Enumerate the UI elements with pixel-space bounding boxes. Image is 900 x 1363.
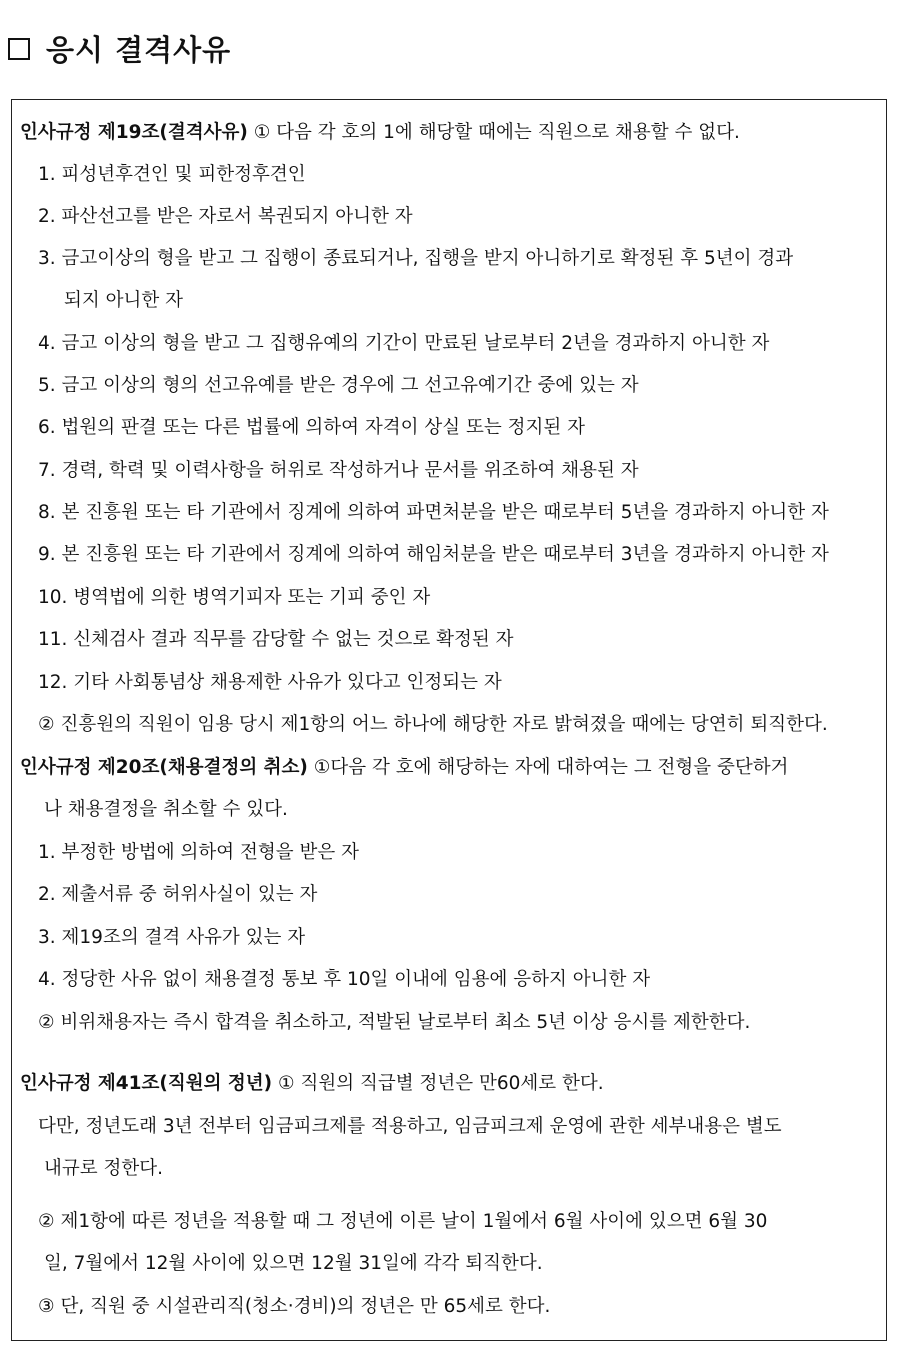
list-item: 2. 제출서류 중 허위사실이 있는 자: [38, 884, 318, 905]
list-item: 4. 정당한 사유 없이 채용결정 통보 후 10일 이내에 임용에 응하지 아니한 자: [38, 969, 651, 990]
list-item: 5. 금고 이상의 형의 선고유예를 받은 경우에 그 선고유예기간 중에 있는 자: [38, 375, 639, 396]
list-item-continuation: 되지 아니한 자: [64, 290, 183, 311]
art20-paragraph-2: ② 비위채용자는 즉시 합격을 취소하고, 적발된 날로부터 최소 5년 이상 응시를 제한한다.: [38, 1012, 751, 1033]
art41-paragraph-2: ② 제1항에 따른 정년을 적용할 때 그 정년에 이른 날이 1월에서 6월 사이에 있으면 6월 30: [38, 1211, 768, 1232]
art41-paragraph-2-continuation: 일, 7월에서 12월 사이에 있으면 12월 31일에 각각 퇴직한다.: [44, 1253, 543, 1274]
list-item: 10. 병역법에 의한 병역기피자 또는 기피 중인 자: [38, 587, 431, 608]
art20-first-line: [20, 753, 788, 783]
art19-paragraph-2: ② 진흥원의 직원이 임용 당시 제1항의 어느 하나에 해당한 자로 밝혀졌을 때에는 당연히 퇴직한다.: [38, 714, 828, 735]
list-item: 3. 제19조의 결격 사유가 있는 자: [38, 927, 306, 948]
list-item: 12. 기타 사회통념상 채용제한 사유가 있다고 인정되는 자: [38, 672, 502, 693]
checkbox-square-icon: [8, 38, 30, 60]
art20-heading: 인사규정 제20조(채용결정의 취소): [20, 757, 308, 778]
section-title-text: 응시 결격사유: [46, 33, 232, 67]
art41-paragraph-3: ③ 단, 직원 중 시설관리직(청소·경비)의 정년은 만 65세로 한다.: [38, 1296, 551, 1317]
art41-proviso-continuation: 내규로 정한다.: [44, 1158, 163, 1179]
art19-heading: 인사규정 제19조(결격사유): [20, 122, 248, 143]
list-item: 9. 본 진흥원 또는 타 기관에서 징계에 의하여 해임처분을 받은 때로부터 3년을 경과하지 아니한 자: [38, 544, 829, 565]
art20-intro: ①다음 각 호에 해당하는 자에 대하여는 그 전형을 중단하거: [313, 757, 789, 778]
list-item: 3. 금고이상의 형을 받고 그 집행이 종료되거나, 집행을 받지 아니하기로 확정된 후 5년이 경과: [38, 248, 794, 269]
art41-first-line: [20, 1069, 604, 1099]
list-item: 1. 피성년후견인 및 피한정후견인: [38, 164, 306, 185]
art41-proviso: 다만, 정년도래 3년 전부터 임금피크제를 적용하고, 임금피크제 운영에 관한 세부내용은 별도: [38, 1116, 782, 1137]
list-item: 7. 경력, 학력 및 이력사항을 허위로 작성하거나 문서를 위조하여 채용된 자: [38, 460, 639, 481]
list-item: 11. 신체검사 결과 직무를 감당할 수 없는 것으로 확정된 자: [38, 629, 514, 650]
art41-intro: ① 직원의 직급별 정년은 만60세로 한다.: [278, 1073, 604, 1094]
section-title: [8, 28, 231, 69]
art19-intro: ① 다음 각 호의 1에 해당할 때에는 직원으로 채용할 수 없다.: [253, 122, 740, 143]
list-item: 6. 법원의 판결 또는 다른 법률에 의하여 자격이 상실 또는 정지된 자: [38, 417, 585, 438]
art19-first-line: [20, 118, 740, 148]
list-item: 1. 부정한 방법에 의하여 전형을 받은 자: [38, 842, 360, 863]
art20-intro-continuation: 나 채용결정을 취소할 수 있다.: [44, 799, 288, 820]
list-item: 4. 금고 이상의 형을 받고 그 집행유예의 기간이 만료된 날로부터 2년을 경과하지 아니한 자: [38, 333, 770, 354]
list-item: 8. 본 진흥원 또는 타 기관에서 징계에 의하여 파면처분을 받은 때로부터 5년을 경과하지 아니한 자: [38, 502, 829, 523]
art41-heading: 인사규정 제41조(직원의 정년): [20, 1073, 273, 1094]
list-item: 2. 파산선고를 받은 자로서 복권되지 아니한 자: [38, 206, 413, 227]
